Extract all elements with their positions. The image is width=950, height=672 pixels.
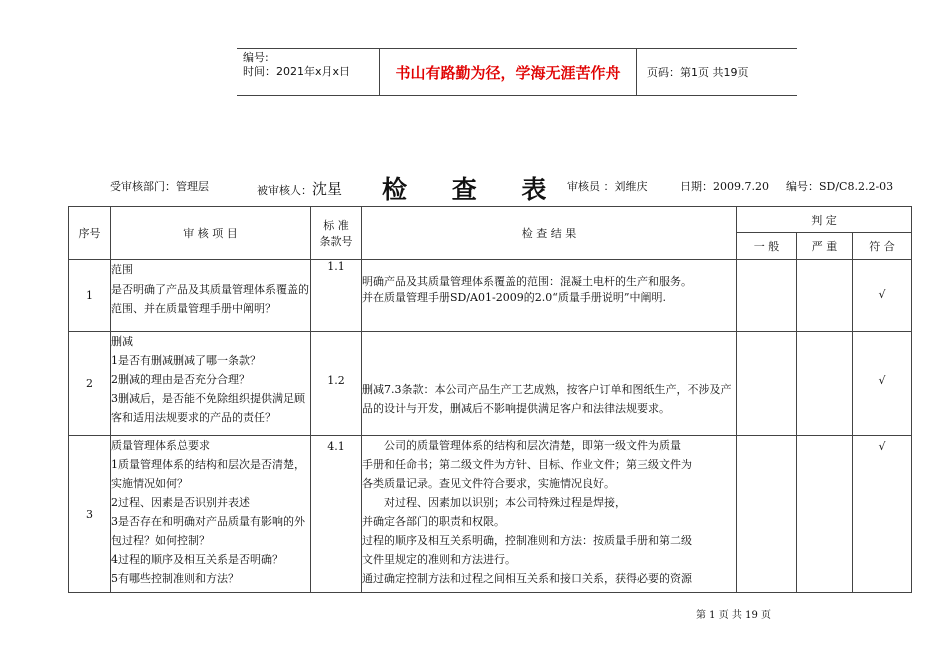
document-code: 编号：SD/C8.2.2-03 <box>786 180 894 193</box>
row-conform-mark: √ <box>853 332 912 436</box>
row-serious <box>797 260 853 332</box>
header-meta <box>237 49 379 95</box>
time-label: 时间：2021年x月x日 <box>243 65 351 78</box>
col-std-line2: 条款号 <box>319 235 353 248</box>
col-serious: 严 重 <box>797 233 853 260</box>
number-label: 编号: <box>243 51 269 64</box>
audit-date: 日期：2009.7.20 <box>680 180 769 193</box>
row-serious <box>797 332 853 436</box>
item-line: 2删减的理由是否充分合理？ <box>111 373 250 386</box>
item-line: 是否明确了产品及其质量管理体系覆盖的范围、并在质量管理手册中阐明？ <box>111 282 309 315</box>
item-line: 3删减后，是否能不免除组织提供满足顾客和适用法规要求的产品的责任？ <box>111 392 305 424</box>
col-result: 检 查 结 果 <box>362 207 737 260</box>
row-conform-mark: √ <box>853 260 912 332</box>
row-items <box>111 332 311 436</box>
result-line: 过程的顺序及相互关系明确，控制准则和方法：按质量手册和第二级 <box>362 534 692 547</box>
row-general <box>737 436 797 593</box>
item-line: 4过程的顺序及相互关系是否明确？ <box>111 553 283 566</box>
col-std-line1: 标 准 <box>323 219 349 232</box>
result-line: 通过确定控制方法和过程之间相互关系和接口关系，获得必要的资源 <box>362 572 692 585</box>
item-line: 1质量管理体系的结构和层次是否清楚，实施情况如何？ <box>111 458 305 490</box>
result-line: 明确产品及其质量管理体系覆盖的范围：混凝土电杆的生产和服务。 <box>362 275 692 288</box>
item-line: 2过程、因素是否识别并表述 <box>111 496 250 509</box>
result-line: 并在质量管理手册SD/A01-2009的2.0“质量手册说明”中阐明. <box>362 291 666 304</box>
result-line: 手册和任命书；第二级文件为方针、目标、作业文件；第三级文件为 <box>362 458 692 471</box>
page-footer: 第 1 页 共 19 页 <box>696 610 771 621</box>
item-line: 质量管理体系总要求 <box>111 439 210 452</box>
item-line: 删减 <box>111 335 133 348</box>
item-line: 5有哪些控制准则和方法？ <box>111 572 239 585</box>
col-std <box>311 207 362 260</box>
row-std: 4.1 <box>311 436 362 593</box>
result-line: 对过程、因素加以识别；本公司特殊过程是焊接， <box>362 496 626 509</box>
row-seq: 2 <box>69 332 111 436</box>
item-line: 范围 <box>111 263 133 276</box>
row-items <box>111 260 311 332</box>
auditee-label: 被审核人： <box>257 184 312 197</box>
row-seq: 3 <box>69 436 111 593</box>
row-serious <box>797 436 853 593</box>
result-line: 各类质量记录。查见文件符合要求，实施情况良好。 <box>362 477 615 490</box>
col-item: 审 核 项 目 <box>111 207 311 260</box>
table-row <box>69 260 912 332</box>
row-conform-mark: √ <box>853 436 912 593</box>
table-row <box>69 436 912 593</box>
col-conform: 符 合 <box>853 233 912 260</box>
document-header <box>237 48 797 96</box>
row-result: 删减7.3条款：本公司产品生产工艺成熟，按客户订单和图纸生产，不涉及产品的设计与开发，删减后不影响提供满足客户和法律法规要求。 <box>362 332 737 436</box>
item-line: 3是否存在和明确对产品质量有影响的外包过程？如何控制？ <box>111 515 305 547</box>
table-row <box>69 332 912 436</box>
slogan: 书山有路勤为径，学海无涯苦作舟 <box>379 49 637 95</box>
row-result <box>362 436 737 593</box>
col-seq: 序号 <box>69 207 111 260</box>
row-result <box>362 260 737 332</box>
row-std: 1.1 <box>311 260 362 332</box>
col-general: 一 般 <box>737 233 797 260</box>
auditee <box>257 178 342 199</box>
auditee-name: 沈星 <box>312 180 343 198</box>
audited-department: 受审核部门：管理层 <box>110 180 209 193</box>
col-judge: 判 定 <box>737 207 912 233</box>
row-seq: 1 <box>69 260 111 332</box>
result-line: 公司的质量管理体系的结构和层次清楚，即第一级文件为质量 <box>362 439 681 452</box>
result-line: 文件里规定的准则和方法进行。 <box>362 553 516 566</box>
checklist-table <box>68 206 912 593</box>
row-general <box>737 260 797 332</box>
auditor: 审核员 ：刘维庆 <box>567 180 648 193</box>
page-label: 页码：第1页 共19页 <box>647 66 749 79</box>
row-general <box>737 332 797 436</box>
header-row <box>69 207 912 233</box>
row-items <box>111 436 311 593</box>
item-line: 1是否有删减删减了哪一条款？ <box>111 354 261 367</box>
result-line: 并确定各部门的职责和权限。 <box>362 515 505 528</box>
row-std: 1.2 <box>311 332 362 436</box>
page-title: 检 查 表 <box>382 175 565 204</box>
